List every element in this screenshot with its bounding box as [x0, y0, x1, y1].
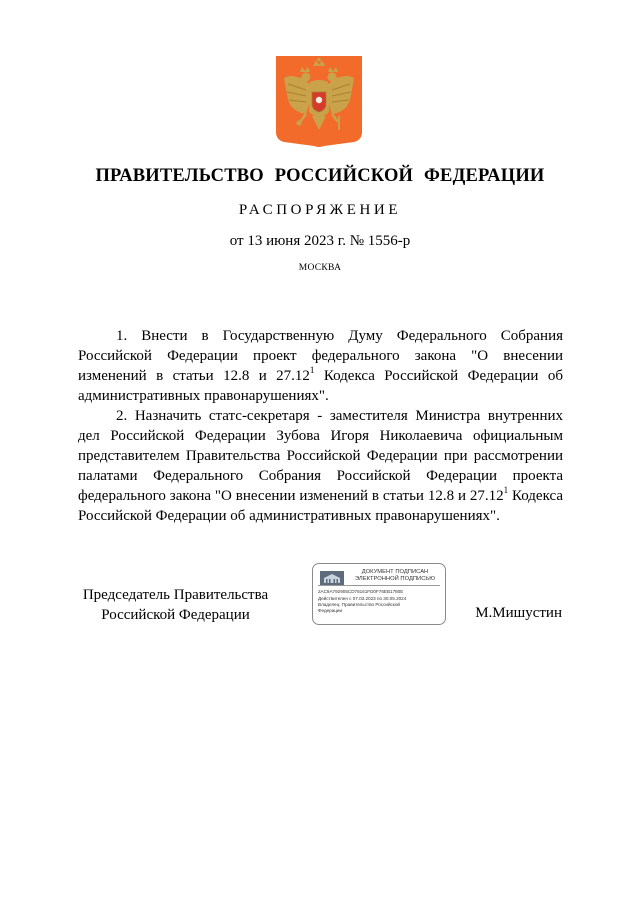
document-body — [78, 326, 563, 526]
stamp-header — [349, 569, 441, 583]
paragraph-2-tail: Кодекса Российской Федерации об административных правонарушениях". — [78, 488, 563, 524]
stamp-header-line-1: ДОКУМЕНТ ПОДПИСАН — [361, 569, 429, 575]
government-title: ПРАВИТЕЛЬСТВО РОССИЙСКОЙ ФЕДЕРАЦИИ — [95, 166, 545, 186]
document-type: РАСПОРЯЖЕНИЕ — [238, 202, 402, 218]
stamp-validity: Действителен с 07.03.2023 по 30.05.2024 — [318, 596, 407, 601]
stamp-header-line-2: ЭЛЕКТРОННОЙ ПОДПИСЬЮ — [354, 576, 436, 582]
paragraph-1-tail: Кодекса Российской Федерации об административных правонарушениях". — [78, 368, 563, 404]
signer-position — [78, 585, 273, 625]
stamp-divider — [318, 585, 440, 586]
coat-of-arms-emblem — [276, 56, 362, 148]
signer-name: М.Мишустин — [475, 605, 562, 621]
building-icon — [320, 571, 344, 585]
stamp-certificate: 2AC9A792905CD78161FD0F76EB1780E — [318, 589, 404, 594]
superscript: 1 — [309, 365, 315, 375]
document-city: МОСКВА — [298, 263, 342, 273]
superscript: 1 — [503, 485, 509, 495]
paragraph-2-text: 2. Назначить статс-секретаря - заместителя Министра внутренних дел Российской Федерации Зубова Игоря Николаевича официальным представителем Правительства Российской Федерации при рассмотрении палатами Федерального Собрания Российской Федерации проекта федерального закона "О внесении изменений в статьи 12.8 и 27.12 — [78, 408, 563, 504]
signer-position-line-1: Председатель Правительства — [82, 587, 269, 603]
stamp-owner-line-2: Федерации — [318, 608, 343, 613]
signer-position-line-2: Российской Федерации — [101, 607, 250, 623]
paragraph-2 — [78, 406, 563, 526]
paragraph-1 — [78, 326, 563, 406]
stamp-owner-line-1: Владелец: Правительство Российской — [318, 602, 400, 607]
document-date-number: от 13 июня 2023 г. № 1556-р — [229, 233, 411, 249]
paragraph-1-text: 1. Внести в Государственную Думу Федерального Собрания Российской Федерации проект федерального закона "О внесении изменений в статьи 12.8 и 27.12 — [78, 328, 563, 384]
electronic-signature-stamp — [312, 563, 446, 625]
coat-of-arms-icon — [276, 56, 362, 148]
